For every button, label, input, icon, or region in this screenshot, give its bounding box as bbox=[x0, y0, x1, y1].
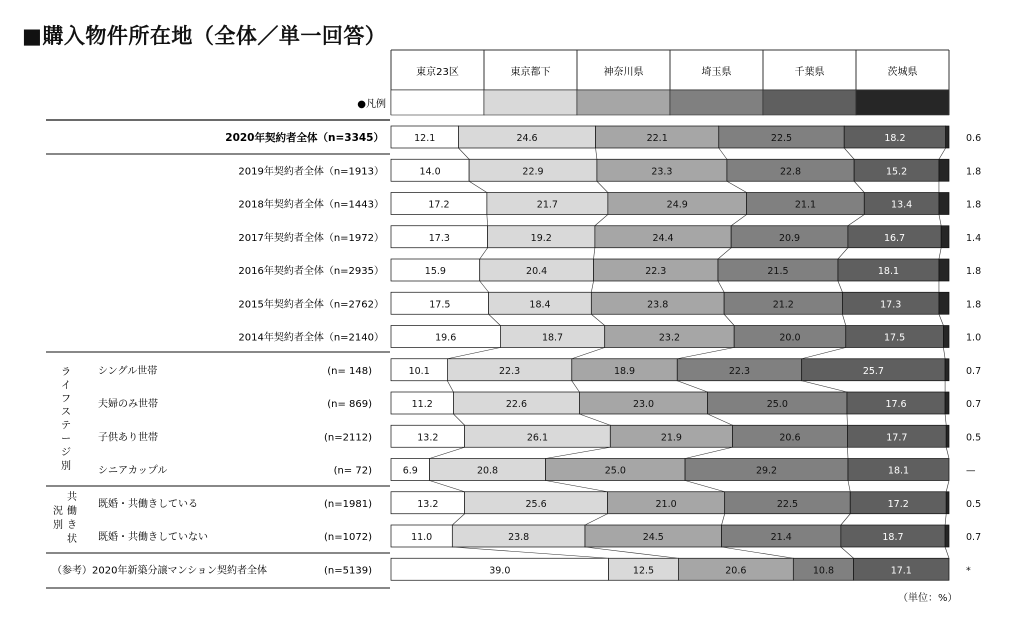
connector-line bbox=[447, 348, 500, 359]
bar-value-r10-s2: 26.1 bbox=[526, 432, 549, 444]
bar-value-r2-s4: 22.8 bbox=[779, 166, 802, 178]
right-value-r13: 0.7 bbox=[966, 532, 982, 543]
bar-value-r4-s1: 17.3 bbox=[428, 232, 450, 244]
connector-line bbox=[685, 481, 725, 492]
legend-swatch-5 bbox=[763, 90, 856, 115]
bar-value-r1-s2: 24.6 bbox=[516, 133, 538, 144]
bar-value-r9-s5: 17.6 bbox=[885, 399, 907, 410]
connector-line bbox=[572, 381, 580, 392]
connector-line bbox=[572, 348, 605, 359]
bar-value-r11-s4: 29.2 bbox=[755, 465, 778, 477]
bar-value-r4-s2: 19.2 bbox=[530, 232, 552, 244]
bar-value-r8-s2: 22.3 bbox=[498, 365, 521, 377]
row-n-r11: (n= 72) bbox=[333, 465, 372, 477]
legend-swatch-6 bbox=[856, 90, 949, 115]
bar-segment-r8-s6 bbox=[945, 359, 949, 381]
bar-value-r7-s1: 19.6 bbox=[435, 332, 457, 344]
connector-line bbox=[685, 447, 732, 458]
connector-line bbox=[447, 381, 453, 392]
bar-value-r14-s2: 12.5 bbox=[632, 565, 655, 577]
group-label-lifestage: ライフステージ別 bbox=[61, 367, 71, 472]
bar-value-r10-s5: 17.7 bbox=[886, 432, 908, 444]
bar-segment-r13-s6 bbox=[945, 525, 949, 547]
legend-swatch-2 bbox=[484, 90, 577, 115]
bar-value-r9-s4: 25.0 bbox=[766, 399, 788, 410]
bar-value-r5-s4: 21.5 bbox=[767, 266, 789, 277]
bar-segment-r6-s6 bbox=[939, 292, 949, 314]
bar-value-r13-s5: 18.7 bbox=[882, 532, 904, 543]
row-label-r9: 夫婦のみ世帯 bbox=[98, 399, 158, 410]
right-value-r9: 0.7 bbox=[966, 399, 982, 410]
bar-value-r11-s1: 6.9 bbox=[402, 465, 418, 477]
connector-line bbox=[802, 348, 846, 359]
connector-line bbox=[842, 314, 845, 325]
row-n-r9: (n= 869) bbox=[327, 399, 372, 410]
bar-value-r2-s2: 22.9 bbox=[522, 166, 544, 178]
legend-label-2: 東京都下 bbox=[510, 67, 551, 78]
right-value-r8: 0.7 bbox=[966, 365, 982, 377]
connector-line bbox=[841, 514, 850, 525]
connector-line bbox=[585, 514, 608, 525]
connector-line bbox=[458, 148, 469, 159]
bar-value-r7-s5: 17.5 bbox=[884, 332, 906, 344]
connector-line bbox=[945, 547, 949, 558]
connector-line bbox=[718, 281, 724, 292]
unit-note: （単位：%） bbox=[898, 593, 958, 604]
bar-value-r8-s5: 25.7 bbox=[862, 365, 884, 377]
bar-value-r6-s5: 17.3 bbox=[880, 299, 902, 311]
bar-value-r14-s4: 10.8 bbox=[812, 565, 835, 577]
bar-value-r4-s5: 16.7 bbox=[883, 232, 906, 244]
connector-line bbox=[677, 381, 707, 392]
bar-value-r1-s1: 12.1 bbox=[414, 133, 436, 144]
row-label-r11: シニアカップル bbox=[98, 465, 168, 477]
connector-line bbox=[838, 281, 842, 292]
connector-line bbox=[453, 414, 464, 425]
connector-line bbox=[718, 248, 731, 259]
connector-line bbox=[591, 281, 593, 292]
bar-value-r5-s3: 22.3 bbox=[645, 266, 667, 277]
bar-value-r7-s3: 23.2 bbox=[658, 332, 681, 344]
bar-value-r2-s1: 14.0 bbox=[419, 166, 441, 178]
bar-value-r6-s3: 23.8 bbox=[647, 299, 669, 311]
connector-line bbox=[945, 414, 946, 425]
connector-line bbox=[727, 181, 747, 192]
bar-value-r1-s5: 18.2 bbox=[884, 133, 906, 144]
bar-value-r5-s2: 20.4 bbox=[526, 266, 548, 277]
bar-value-r12-s2: 25.6 bbox=[525, 498, 547, 510]
bar-value-r2-s3: 23.3 bbox=[651, 166, 673, 178]
bar-value-r6-s1: 17.5 bbox=[429, 299, 451, 311]
bar-value-r8-s1: 10.1 bbox=[408, 365, 430, 377]
row-label-r8: シングル世帯 bbox=[98, 365, 158, 377]
row-label-r4: 2017年契約者全体（n=1972） bbox=[238, 232, 384, 244]
bar-segment-r7-s6 bbox=[943, 326, 949, 348]
bar-value-r4-s3: 24.4 bbox=[652, 232, 674, 244]
row-label-r6: 2015年契約者全体（n=2762） bbox=[238, 299, 384, 311]
connector-line bbox=[430, 481, 465, 492]
connector-line bbox=[585, 547, 678, 558]
right-value-r4: 1.4 bbox=[966, 232, 982, 244]
row-label-r1: 2020年契約者全体（n=3345） bbox=[225, 132, 384, 144]
connector-line bbox=[939, 215, 941, 226]
bar-value-r12-s1: 13.2 bbox=[417, 498, 439, 510]
connector-line bbox=[708, 414, 733, 425]
connector-line bbox=[430, 447, 465, 458]
bar-value-r13-s2: 23.8 bbox=[508, 532, 530, 543]
legend-label-4: 埼玉県 bbox=[701, 67, 732, 78]
connector-line bbox=[579, 414, 610, 425]
bar-segment-r5-s6 bbox=[939, 259, 949, 281]
connector-line bbox=[939, 248, 941, 259]
bar-segment-r9-s6 bbox=[945, 392, 949, 414]
bar-value-r11-s5: 18.1 bbox=[887, 465, 910, 477]
legend-caption: ●凡例 bbox=[357, 99, 386, 110]
legend-label-1: 東京23区 bbox=[416, 67, 459, 78]
row-n-r14: (n=5139) bbox=[324, 565, 372, 577]
connector-line bbox=[489, 314, 501, 325]
connector-line bbox=[480, 248, 488, 259]
right-value-r14: * bbox=[966, 565, 971, 577]
connector-line bbox=[945, 514, 946, 525]
connector-line bbox=[719, 148, 727, 159]
bar-value-r9-s3: 23.0 bbox=[632, 399, 655, 410]
connector-line bbox=[943, 348, 945, 359]
legend-label-5: 千葉県 bbox=[794, 67, 825, 78]
bar-value-r11-s3: 25.0 bbox=[604, 465, 626, 477]
connector-line bbox=[841, 547, 854, 558]
right-value-r12: 0.5 bbox=[966, 498, 982, 510]
bar-value-r5-s1: 15.9 bbox=[424, 266, 446, 277]
right-value-r10: 0.5 bbox=[966, 432, 982, 444]
bar-value-r10-s4: 20.6 bbox=[779, 432, 801, 444]
row-label-r10: 子供あり世帯 bbox=[98, 432, 158, 444]
row-n-r8: (n= 148) bbox=[327, 365, 372, 377]
bar-segment-r10-s6 bbox=[946, 425, 949, 447]
connector-line bbox=[452, 514, 464, 525]
connector-line bbox=[594, 248, 595, 259]
connector-line bbox=[847, 447, 848, 458]
bar-value-r3-s2: 21.7 bbox=[536, 199, 558, 211]
bar-segment-r4-s6 bbox=[941, 226, 949, 248]
connector-line bbox=[591, 314, 604, 325]
bar-value-r14-s1: 39.0 bbox=[489, 565, 511, 577]
bar-segment-r2-s6 bbox=[939, 159, 949, 181]
connector-line bbox=[469, 181, 487, 192]
row-n-r13: (n=1072) bbox=[324, 532, 372, 543]
bar-value-r14-s3: 20.6 bbox=[725, 565, 747, 577]
bar-value-r3-s3: 24.9 bbox=[666, 199, 688, 211]
right-value-r7: 1.0 bbox=[966, 332, 982, 344]
right-value-r2: 1.8 bbox=[966, 166, 982, 178]
connector-line bbox=[722, 547, 794, 558]
connector-line bbox=[946, 481, 949, 492]
connector-line bbox=[724, 314, 734, 325]
legend-swatch-4 bbox=[670, 90, 763, 115]
bar-segment-r12-s6 bbox=[946, 492, 949, 514]
connector-line bbox=[487, 215, 488, 226]
bar-value-r8-s3: 18.9 bbox=[613, 365, 636, 377]
bar-value-r1-s3: 22.1 bbox=[646, 133, 668, 144]
connector-line bbox=[546, 447, 611, 458]
connector-line bbox=[731, 215, 746, 226]
connector-line bbox=[802, 381, 847, 392]
legend-swatch-3 bbox=[577, 90, 670, 115]
right-value-r1: 0.6 bbox=[966, 133, 982, 144]
bar-value-r7-s2: 18.7 bbox=[541, 332, 564, 344]
bar-value-r1-s4: 22.5 bbox=[770, 133, 793, 144]
chart-title: ■購入物件所在地（全体／単一回答） bbox=[22, 24, 387, 48]
bar-value-r3-s5: 13.4 bbox=[891, 199, 913, 211]
bar-value-r9-s2: 22.6 bbox=[505, 399, 528, 410]
row-label-r7: 2014年契約者全体（n=2140） bbox=[238, 332, 384, 344]
row-label-r13: 既婚・共働きしていない bbox=[98, 532, 208, 543]
bar-segment-r3-s6 bbox=[939, 193, 949, 215]
row-n-r12: (n=1981) bbox=[324, 498, 372, 510]
bar-value-r2-s5: 15.2 bbox=[885, 166, 908, 178]
bar-value-r10-s1: 13.2 bbox=[417, 432, 439, 444]
connector-line bbox=[597, 181, 608, 192]
row-label-r3: 2018年契約者全体（n=1443） bbox=[238, 199, 384, 211]
bar-value-r5-s5: 18.1 bbox=[877, 266, 900, 277]
bar-value-r4-s4: 20.9 bbox=[778, 232, 801, 244]
connector-line bbox=[677, 348, 734, 359]
connector-line bbox=[546, 481, 608, 492]
bar-value-r6-s4: 21.2 bbox=[772, 299, 794, 311]
right-value-r11: — bbox=[966, 465, 976, 477]
bar-segment-r1-s6 bbox=[946, 126, 949, 148]
bar-value-r9-s1: 11.2 bbox=[411, 399, 433, 410]
connector-line bbox=[939, 148, 946, 159]
connector-line bbox=[848, 481, 850, 492]
row-label-r2: 2019年契約者全体（n=1913） bbox=[238, 166, 384, 178]
bar-value-r13-s3: 24.5 bbox=[642, 532, 664, 543]
bar-value-r3-s4: 21.1 bbox=[794, 199, 817, 211]
bar-value-r11-s2: 20.8 bbox=[476, 465, 499, 477]
connector-line bbox=[596, 148, 597, 159]
row-label-r5: 2016年契約者全体（n=2935） bbox=[238, 266, 384, 277]
connector-line bbox=[854, 181, 864, 192]
right-value-r3: 1.8 bbox=[966, 199, 982, 211]
bar-value-r6-s2: 18.4 bbox=[529, 299, 551, 311]
connector-line bbox=[848, 215, 864, 226]
bar-value-r12-s5: 17.2 bbox=[887, 498, 909, 510]
bar-value-r7-s4: 20.0 bbox=[779, 332, 801, 344]
bar-value-r3-s1: 17.2 bbox=[428, 199, 450, 211]
legend-label-3: 神奈川県 bbox=[603, 67, 644, 78]
connector-line bbox=[480, 281, 489, 292]
connector-line bbox=[722, 514, 725, 525]
bar-value-r14-s5: 17.1 bbox=[890, 565, 912, 577]
bar-value-r13-s4: 21.4 bbox=[770, 532, 792, 543]
connector-line bbox=[946, 447, 949, 458]
connector-line bbox=[939, 314, 943, 325]
right-value-r5: 1.8 bbox=[966, 266, 982, 277]
bar-value-r12-s3: 21.0 bbox=[655, 498, 677, 510]
connector-line bbox=[452, 547, 608, 558]
row-n-r10: (n=2112) bbox=[324, 432, 372, 444]
row-label-r14: （参考）2020年新築分譲マンション契約者全体 bbox=[52, 565, 267, 577]
row-label-r12: 既婚・共働きしている bbox=[98, 498, 198, 510]
bar-value-r10-s3: 21.9 bbox=[660, 432, 682, 444]
legend-label-6: 茨城県 bbox=[887, 67, 918, 78]
connector-line bbox=[595, 215, 608, 226]
bar-value-r13-s1: 11.0 bbox=[411, 532, 433, 543]
connector-line bbox=[838, 248, 848, 259]
bar-value-r12-s4: 22.5 bbox=[776, 498, 799, 510]
bar-value-r8-s4: 22.3 bbox=[728, 365, 751, 377]
group-label-dualincome: 共働き状況別 bbox=[53, 492, 77, 545]
connector-line bbox=[844, 148, 854, 159]
legend-swatch-1 bbox=[391, 90, 484, 115]
right-value-r6: 1.8 bbox=[966, 299, 982, 311]
